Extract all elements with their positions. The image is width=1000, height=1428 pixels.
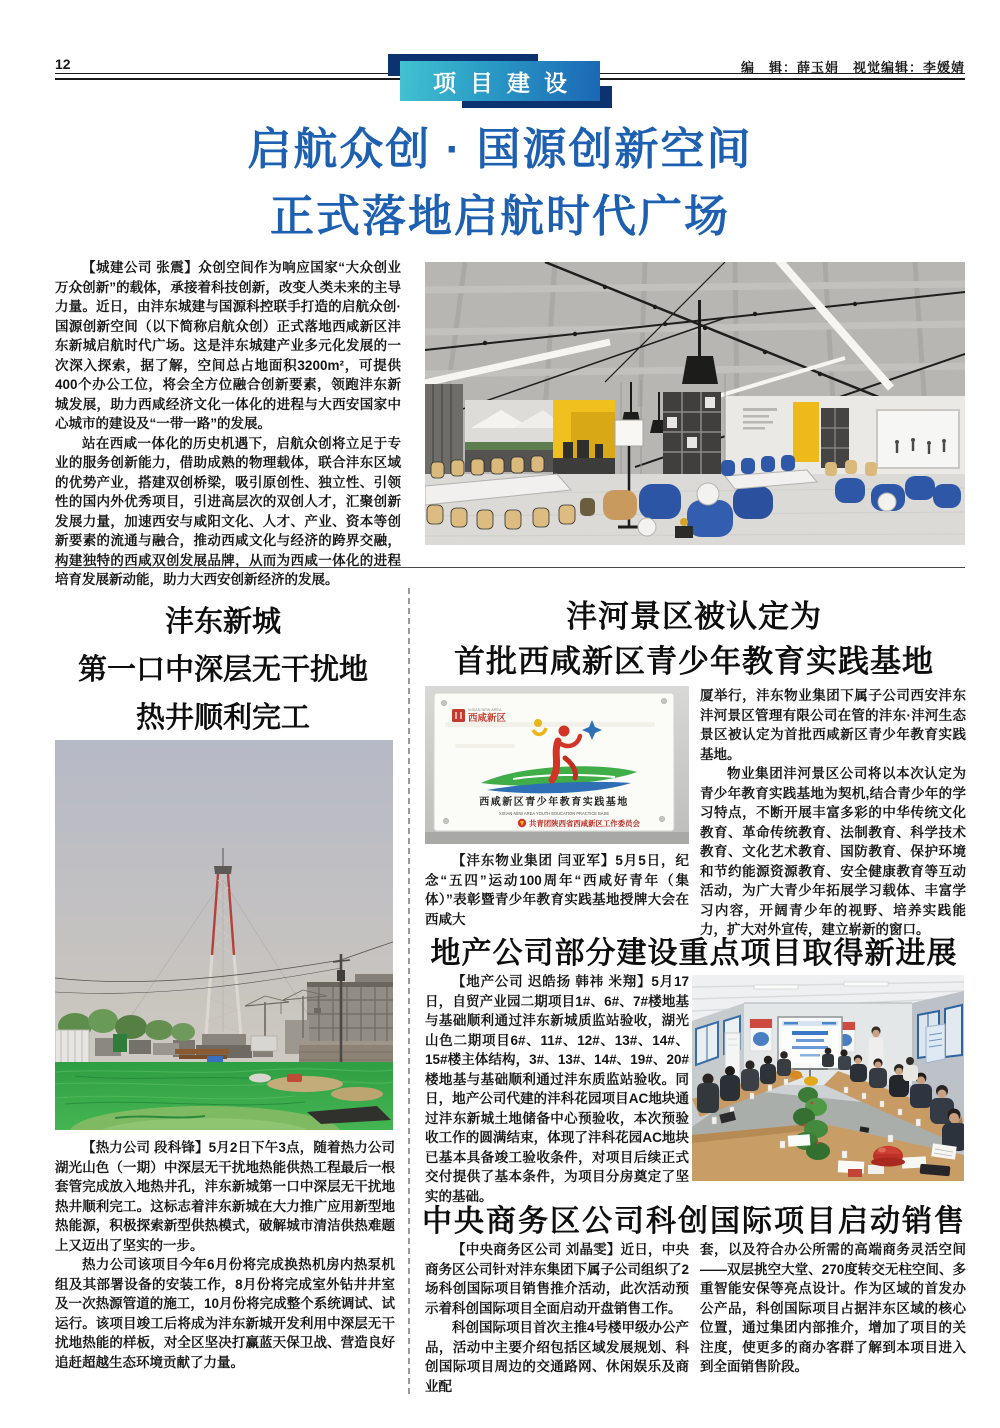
drilling-rig-photo [55, 740, 393, 1130]
cbd-paragraph-2: 科创国际项目首次主推4号楼甲级办公产品，活动中主要介绍包括区域发展规划、科创国际项目周边的交通路网、休闲娱乐及商业配 [425, 1320, 690, 1394]
page-number: 12 [55, 56, 71, 72]
heat-well-paragraph-1: 【热力公司 段科锋】5月2日下午3点，随着热力公司湖光山色（一期）中深层无干扰地热能供热工程最后一根套管完成放入地热井孔，沣东新城第一口中深层无干扰地热井顺利完工。这标志着沣东新城在大力推广应用新型地热能源，积极探索新型供热模式，破解城市清洁供热难题上又迈出了坚实的一步。 [55, 1140, 395, 1253]
scenic-headline-line1: 沣河景区被认定为 [566, 599, 822, 634]
plaque-photo [425, 686, 689, 844]
heat-well-headline [50, 598, 396, 742]
plaque-illustration [425, 686, 689, 844]
lead-body [55, 258, 401, 590]
cbd-body-col1 [425, 1240, 689, 1396]
banner-face [400, 61, 600, 101]
banner-label: 项目建设 [433, 69, 581, 96]
heat-well-paragraph-2: 热力公司该项目今年6月份将完成换热机房内热泵机组及其部署设备的安装工作，8月份将完成室外钻井井室及一次热源管道的施工，10月份将完成整个系统调试、试运行。该项目竣工后将成为沣东新城开发利用中深层无干扰地热能的样板，对全区坚决打赢蓝天保卫战、营造良好追赶超越生态环境贡献了力量。 [55, 1257, 395, 1370]
heat-well-headline-line2: 第一口中深层无干扰地 [77, 654, 368, 686]
cbd-paragraph-2-cont: 套，以及符合办公所需的高端商务灵活空间——双层挑空大堂、270度转交无柱空间、多重智能安保等亮点设计。作为区域的首发办公产品，科创国际项目占据沣东区域的核心位置，通过集团内部推介，增加了项目的关注度，使更多的商办客群了解到本项目进入到全面销售阶段。 [700, 1242, 966, 1374]
heat-well-headline-line1: 沣东新城 [164, 606, 281, 638]
cbd-paragraph-1: 【中央商务区公司 刘晶雯】近日，中央商务区公司针对沣东集团下属子公司组织了2场科创国际项目销售推介活动，此次活动预示着科创国际项目全面启动开盘销售工作。 [425, 1242, 690, 1316]
plaque-title: 西咸新区青少年教育实践基地 [479, 797, 629, 808]
cbd-headline: 中央商务区公司科创国际项目启动销售 [422, 1205, 966, 1238]
plaque-area-en: XIXIAN NEW AREA [468, 708, 502, 712]
site-meeting-illustration [692, 975, 964, 1181]
lead-headline-line2: 正式落地启航时代广场 [270, 192, 730, 241]
site-meeting-photo [692, 975, 964, 1181]
column-divider-dashed [408, 588, 410, 1394]
lead-paragraph-1: 【城建公司 张震】众创空间作为响应国家“大众创业万众创新”的载体，承接着科技创新，改变人类未来的主导力量。近日，由沣东城建与国源科控联手打造的启航众创·国源创新空间（以下简称启航众创）正式落地西咸新区沣东新城启航时代广场。这是沣东城建产业多元化发展的一次深入探索，据了解，空间总占地面积3200m²，可提供400个办公工位，将会全方位融合创新要素，领跑沣东新城发展，助力西咸经济文化一体化的进程与大西安国家中心城市的建设及“一带一路”的发展。 [55, 260, 401, 431]
realestate-body [425, 972, 689, 1206]
scenic-headline [420, 594, 968, 684]
office-interior-illustration [425, 262, 965, 545]
scenic-headline-line2: 首批西咸新区青少年教育实践基地 [454, 644, 934, 679]
scenic-body-col2 [700, 686, 966, 940]
realestate-paragraph-1: 【地产公司 迟皓扬 韩祎 米翔】5月17日，自贸产业园二期项目1#、6#、7#楼地基与基础顺利通过沣东新城质监站验收，湖光山色二期项目6#、11#、12#、13#、14#、15#楼主体结构，3#、13#、14#、19#、20#楼地基与基础顺利通过沣东质监站验收。同日，地产公司代建的沣科花园项目AC地块通过沣东新城土地储备中心预验收，本次预验收工作的圆满结束，体现了沣科花园AC地块已基本具备竣工验收条件，对项目后续正式交付提供了基本条件，为项目分房奠定了坚实的基础。 [425, 974, 689, 1204]
editors-credit: 编 辑：薛玉娟 视觉编辑：李媛婧 [740, 60, 965, 75]
office-interior-photo [425, 262, 965, 545]
plaque-issuer: 共青团陕西省西咸新区工作委员会 [529, 819, 640, 828]
scenic-paragraph-1-cont: 厦举行，沣东物业集团下属子公司西安沣东沣河景区管理有限公司在管的沣东·沣河生态景区被认定为首批西咸新区青少年教育实践基地。 [700, 688, 966, 762]
scenic-paragraph-2: 物业集团沣河景区公司将以本次认定为青少年教育实践基地为契机,结合青少年的学习特点，不断开展丰富多彩的中华传统文化教育、革命传统教育、法制教育、科学技术教育、文化艺术教育、国防教育、保护环境和节约能源资源教育、安全健康教育等互动活动，为广大青少年拓展学习载体、丰富学习内容，开阔青少年的视野、培养实践能力，扩大对外宣传，建立崭新的窗口。 [700, 766, 966, 937]
plaque-area-cn: 西咸新区 [468, 713, 507, 724]
section-divider [55, 567, 965, 568]
section-banner [400, 61, 600, 101]
lead-paragraph-2: 站在西咸一体化的历史机遇下，启航众创将立足于专业的服务创新能力，借助成熟的物理载体，联合沣东区域的优势产业，搭建双创桥梁，吸引原创性、独立性、引领性的国内外优秀项目，引进高层次的双创人才，汇聚创新发展力量，加速西安与咸阳文化、人才、产业、资本等创新要素的流通与融合，推动西咸文化与经济的跨界交融，构建独特的西咸双创发展品牌，从而为西咸一体化的进程培育发展新动能，助力大西安创新经济的发展。 [55, 435, 401, 587]
drilling-rig-illustration [55, 740, 393, 1130]
plaque-title-en: XIXIAN NEW AREA YOUTH EDUCATION PRACTICE BASE [498, 811, 610, 816]
cbd-body-col2 [700, 1240, 966, 1377]
lead-headline [0, 116, 1000, 250]
lead-headline-line1: 启航众创 · 国源创新空间 [247, 125, 753, 174]
realestate-headline: 地产公司部分建设重点项目取得新进展 [430, 937, 958, 970]
heat-well-body [55, 1138, 395, 1372]
heat-well-headline-line3: 热井顺利完工 [135, 702, 310, 734]
scenic-body-col1 [425, 851, 689, 929]
scenic-paragraph-1: 【沣东物业集团 闫亚军】5月5日，纪念“五四”运动100周年“西咸好青年（集体）”表彰暨青少年教育实践基地授牌大会在西咸大 [425, 853, 689, 927]
